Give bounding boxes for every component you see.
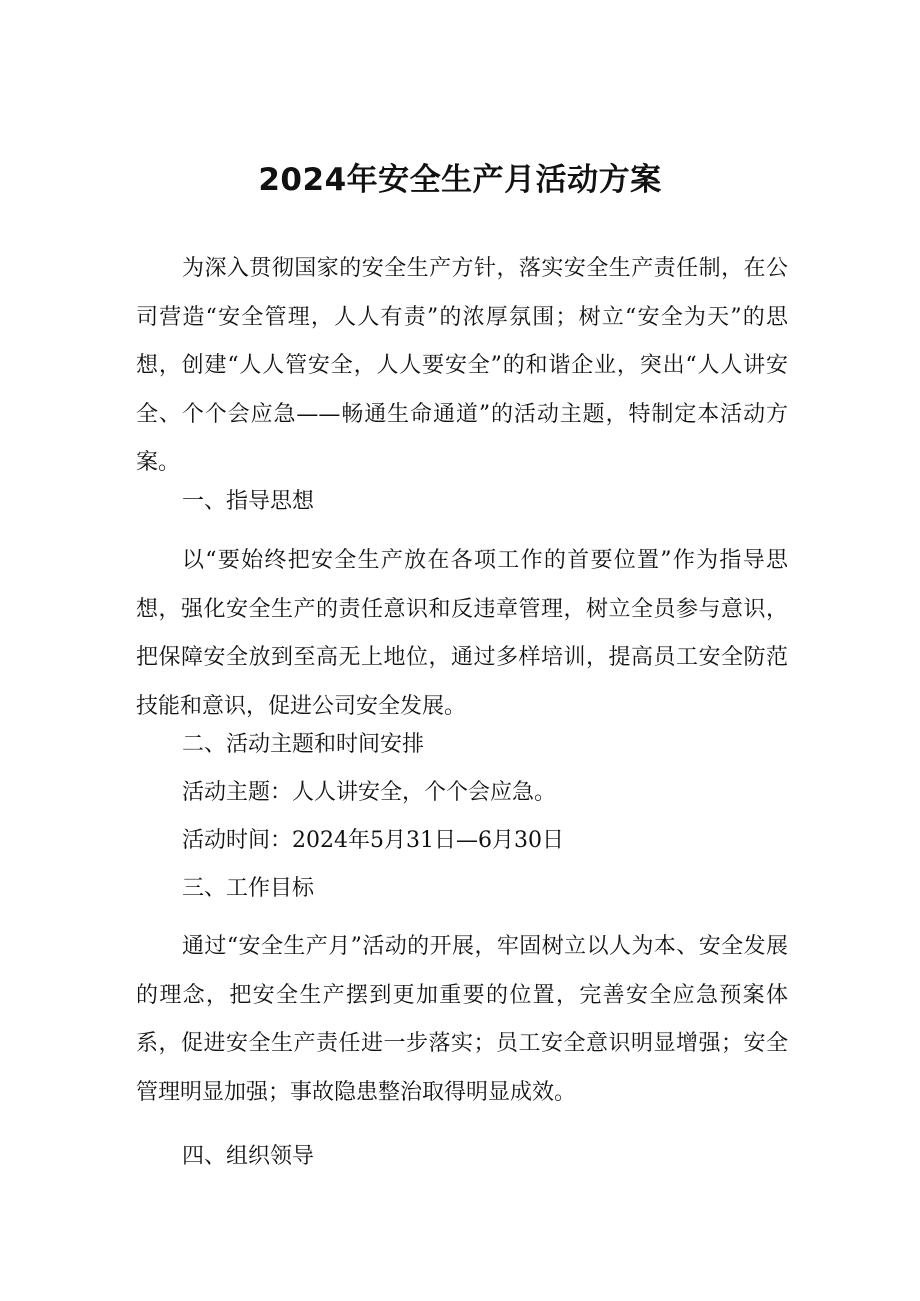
section-heading-theme-schedule: 二、活动主题和时间安排 bbox=[182, 732, 425, 757]
section-heading-work-goals: 三、工作目标 bbox=[182, 876, 315, 901]
section-heading-organization-leadership: 四、组织领导 bbox=[182, 1144, 315, 1169]
activity-time-line: 活动时间：2024年5月31日—6月30日 bbox=[182, 828, 564, 853]
guiding-thought-paragraph: 以“要始终把安全生产放在各项工作的首要位置”作为指导思想，强化安全生产的责任意识和反违章管理，树立全员参与意识，把保障安全放到至高无上地位，通过多样培训，提高员工安全防范技能和意识，促进公司安全发展。 bbox=[136, 548, 788, 719]
work-goals-paragraph: 通过“安全生产月”活动的开展，牢固树立以人为本、安全发展的理念，把安全生产摆到更加重要的位置，完善安全应急预案体系，促进安全生产责任进一步落实；员工安全意识明显增强；安全管理明显加强；事故隐患整治取得明显成效。 bbox=[136, 934, 788, 1105]
activity-theme-line: 活动主题：人人讲安全，个个会应急。 bbox=[182, 780, 557, 805]
document-title: 2024年安全生产月活动方案 bbox=[258, 161, 662, 198]
intro-paragraph: 为深入贯彻国家的安全生产方针，落实安全生产责任制，在公司营造“安全管理，人人有责”的浓厚氛围；树立“安全为天”的思想，创建“人人管安全，人人要安全”的和谐企业，突出“人人讲安全、个个会应急——畅通生命通道”的活动主题，特制定本活动方案。 bbox=[136, 256, 788, 475]
section-heading-guiding-thought: 一、指导思想 bbox=[182, 489, 315, 514]
